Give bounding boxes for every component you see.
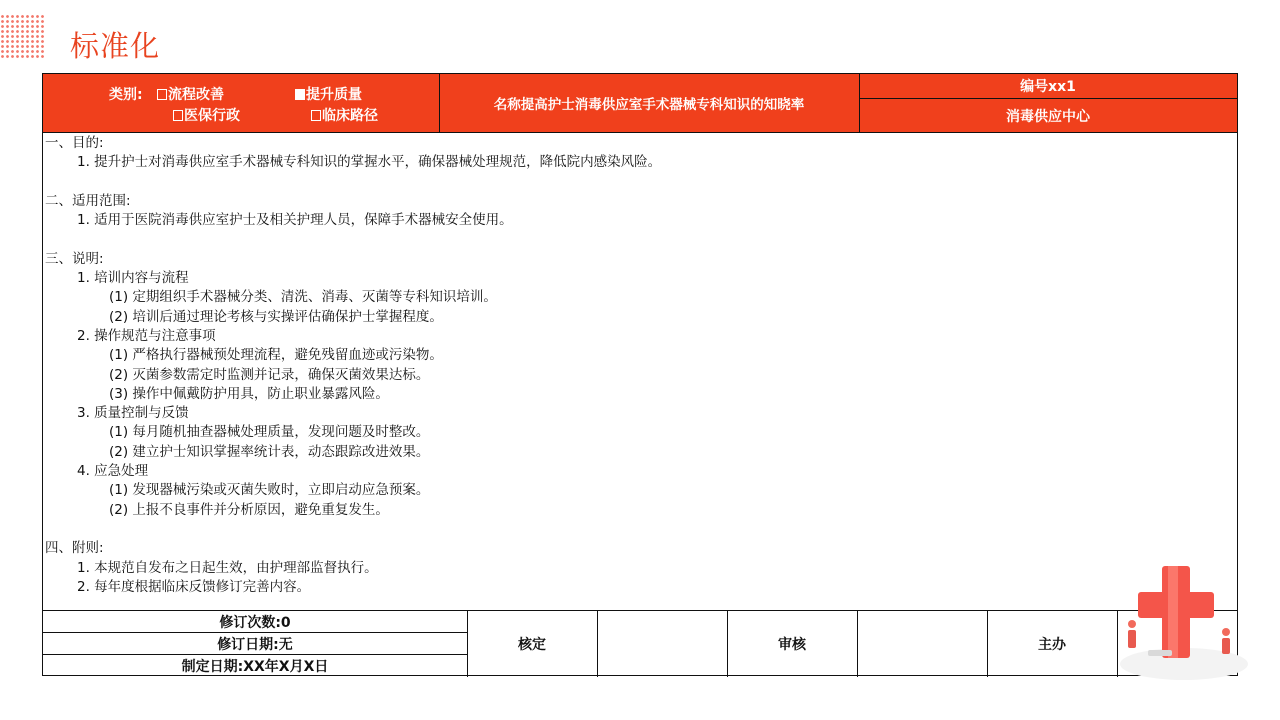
list-item: 3. 质量控制与反馈 bbox=[77, 405, 189, 422]
list-item: 1. 提升护士对消毒供应室手术器械专科知识的掌握水平，确保器械处理规范，降低院内感染风险。 bbox=[77, 154, 662, 171]
option-process-improvement[interactable]: 流程改善 bbox=[157, 84, 224, 104]
document-name: 名称提高护士消毒供应室手术器械专科知识的知晓率 bbox=[439, 74, 860, 132]
checkbox-icon[interactable] bbox=[173, 110, 183, 121]
list-item: 2. 每年度根据临床反馈修订完善内容。 bbox=[77, 578, 311, 595]
category-cell bbox=[43, 74, 440, 132]
decorative-dot-grid bbox=[0, 14, 44, 60]
category-label: 类别: bbox=[109, 87, 143, 103]
section-title: 三、说明: bbox=[45, 250, 104, 267]
list-item: 1. 培训内容与流程 bbox=[77, 270, 189, 287]
list-item: 1. 适用于医院消毒供应室护士及相关护理人员，保障手术器械安全使用。 bbox=[77, 212, 513, 229]
document-number: 编号xx1 bbox=[859, 74, 1237, 99]
page-title: 标准化 bbox=[70, 29, 161, 63]
option-clinical-pathway[interactable]: 临床路径 bbox=[311, 105, 378, 125]
checkbox-icon[interactable] bbox=[311, 110, 321, 121]
list-item: 1. 本规范自发布之日起生效，由护理部监督执行。 bbox=[77, 559, 378, 576]
checked-checkbox-icon[interactable] bbox=[295, 89, 305, 100]
list-subitem: (1) 严格执行器械预处理流程，避免残留血迹或污染物。 bbox=[109, 347, 443, 364]
list-item: 4. 应急处理 bbox=[77, 463, 149, 480]
verify-signature-field[interactable] bbox=[597, 611, 728, 677]
option-medical-insurance[interactable]: 医保行政 bbox=[173, 105, 240, 125]
revision-count: 修订次数:0 bbox=[43, 611, 467, 633]
created-date: 制定日期:XX年X月X日 bbox=[181, 658, 329, 675]
list-subitem: (2) 上报不良事件并分析原因，避免重复发生。 bbox=[109, 501, 389, 518]
review-signature-field[interactable] bbox=[857, 611, 988, 677]
document-header bbox=[43, 74, 1237, 133]
list-subitem: (1) 每月随机抽查器械处理质量，发现问题及时整改。 bbox=[109, 424, 430, 441]
department: 消毒供应中心 bbox=[1006, 108, 1090, 125]
section-title: 四、附则: bbox=[45, 540, 104, 557]
medical-cross-illustration bbox=[1112, 552, 1252, 692]
revision-info bbox=[43, 611, 468, 677]
document-footer bbox=[43, 610, 1237, 677]
standard-document-table bbox=[42, 73, 1238, 676]
section-title: 二、适用范围: bbox=[45, 192, 131, 209]
list-subitem: (2) 灭菌参数需定时监测并记录，确保灭菌效果达标。 bbox=[109, 366, 430, 383]
number-department-cell bbox=[859, 74, 1237, 132]
review-label: 审核 bbox=[727, 611, 858, 677]
host-label: 主办 bbox=[987, 611, 1118, 677]
option-quality-improvement[interactable]: 提升质量 bbox=[295, 84, 362, 104]
list-subitem: (2) 建立护士知识掌握率统计表，动态跟踪改进效果。 bbox=[109, 443, 430, 460]
list-subitem: (3) 操作中佩戴防护用具，防止职业暴露风险。 bbox=[109, 385, 389, 402]
verify-label: 核定 bbox=[467, 611, 598, 677]
section-title: 一、目的: bbox=[45, 135, 104, 151]
list-subitem: (1) 定期组织手术器械分类、清洗、消毒、灭菌等专科知识培训。 bbox=[109, 289, 497, 306]
list-subitem: (1) 发现器械污染或灭菌失败时，立即启动应急预案。 bbox=[109, 482, 430, 499]
checkbox-icon[interactable] bbox=[157, 89, 167, 100]
list-item: 2. 操作规范与注意事项 bbox=[77, 327, 216, 344]
document-body bbox=[45, 134, 661, 597]
list-subitem: (2) 培训后通过理论考核与实操评估确保护士掌握程度。 bbox=[109, 308, 443, 325]
revision-date: 修订日期:无 bbox=[43, 633, 467, 655]
